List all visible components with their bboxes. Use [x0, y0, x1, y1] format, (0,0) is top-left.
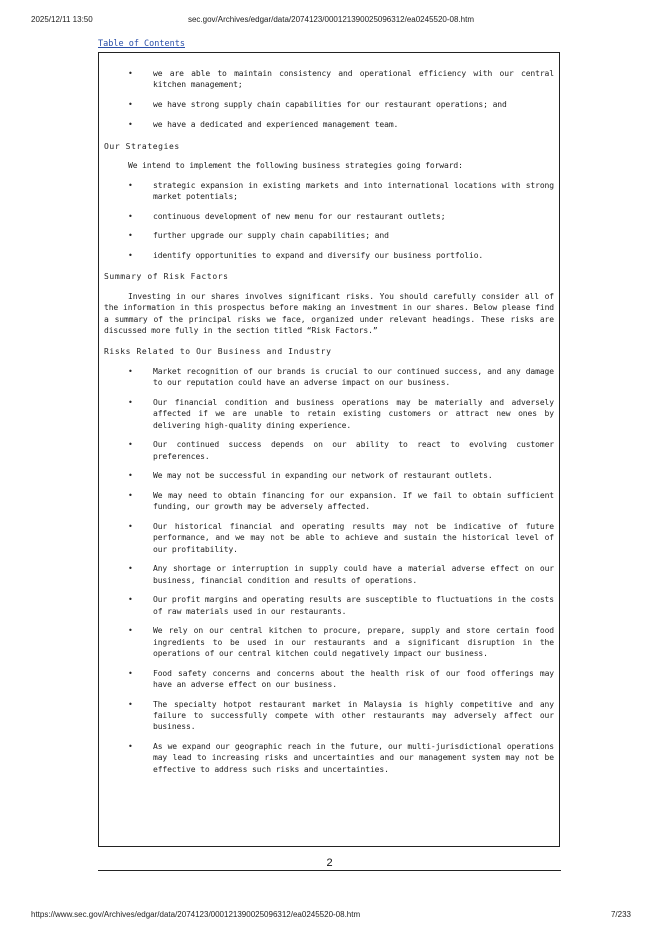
- page-number: 2: [326, 857, 333, 869]
- print-page-count: 7/233: [610, 910, 631, 919]
- risk-item: • Our financial condition and business operations may be materially and adversely affected if we are unable to retain existing customers or attract new ones by delivering high-quality dining experience.: [104, 397, 554, 431]
- risk-item: • Any shortage or interruption in supply could have a material adverse effect on our business, financial condition and results of operations.: [104, 563, 554, 586]
- business-risks-list: [104, 366, 554, 775]
- risk-item: • As we expand our geographic reach in the future, our multi-jurisdictional operations may lead to increasing risks and uncertainties and our management system may not be effective to address such risks and uncertainties.: [104, 741, 554, 775]
- strategy-item: • continuous development of new menu for our restaurant outlets;: [104, 211, 554, 222]
- strategy-item: • further upgrade our supply chain capabilities; and: [104, 230, 554, 241]
- risk-summary-paragraph: Investing in our shares involves significant risks. You should carefully consider all of the information in this prospectus before making an investment in our shares. Below please find a summary of the principal risks we face, organized under relevant headings. These risks are discussed more fully in the section titled “Risk Factors.”: [104, 291, 554, 336]
- risk-item: • We may not be successful in expanding our network of restaurant outlets.: [104, 470, 554, 481]
- print-footer-url: https://www.sec.gov/Archives/edgar/data/2074123/000121390025096312/ea0245520-08.htm: [31, 910, 361, 919]
- strengths-list: [104, 68, 554, 130]
- business-risks-heading: Risks Related to Our Business and Industry: [104, 347, 332, 357]
- strategies-heading: Our Strategies: [104, 142, 180, 151]
- print-header: [31, 15, 631, 27]
- risk-item: • The specialty hotpot restaurant market in Malaysia is highly competitive and any failure to successfully compete with other restaurants may adversely affect our business.: [104, 699, 554, 733]
- print-header-url: sec.gov/Archives/edgar/data/2074123/000121390025096312/ea0245520-08.htm: [187, 15, 474, 24]
- strategy-item: • strategic expansion in existing markets and into international locations with strong market potentials;: [104, 180, 554, 203]
- print-datetime: 2025/12/11 13:50: [31, 15, 93, 24]
- risk-item: • Market recognition of our brands is crucial to our continued success, and any damage to our reputation could have an adverse impact on our business.: [104, 366, 554, 389]
- page-divider: [98, 870, 561, 871]
- risk-item: • Our historical financial and operating results may not be indicative of future performance, and we may not be able to achieve and sustain the historical level of our profitability.: [104, 521, 554, 555]
- risk-item: • Our continued success depends on our ability to react to evolving customer preferences.: [104, 439, 554, 462]
- risk-item: • We rely on our central kitchen to procure, prepare, supply and store certain food ingredients to be used in our restaurants and a significant disruption in the operations of our central kitchen could negatively impact our business.: [104, 625, 554, 659]
- strength-item: • we have strong supply chain capabilities for our restaurant operations; and: [104, 99, 554, 110]
- risk-item: • We may need to obtain financing for our expansion. If we fail to obtain sufficient funding, our growth may be adversely affected.: [104, 490, 554, 513]
- strength-item: • we are able to maintain consistency and operational efficiency with our central kitchen management;: [104, 68, 554, 91]
- strategies-intro: We intend to implement the following business strategies going forward:: [128, 161, 463, 171]
- risk-item: • Food safety concerns and concerns about the health risk of our food offerings may have an adverse effect on our business.: [104, 668, 554, 691]
- table-of-contents-link[interactable]: Table of Contents: [98, 39, 185, 49]
- strength-item: • we have a dedicated and experienced management team.: [104, 119, 554, 130]
- risk-summary-heading: Summary of Risk Factors: [104, 272, 229, 282]
- document-content-frame: [98, 52, 560, 847]
- print-footer: [31, 910, 631, 922]
- risk-item: • Our profit margins and operating results are susceptible to fluctuations in the costs of raw materials used in our restaurants.: [104, 594, 554, 617]
- strategy-item: • identify opportunities to expand and diversify our business portfolio.: [104, 250, 554, 261]
- strategies-list: [104, 180, 554, 262]
